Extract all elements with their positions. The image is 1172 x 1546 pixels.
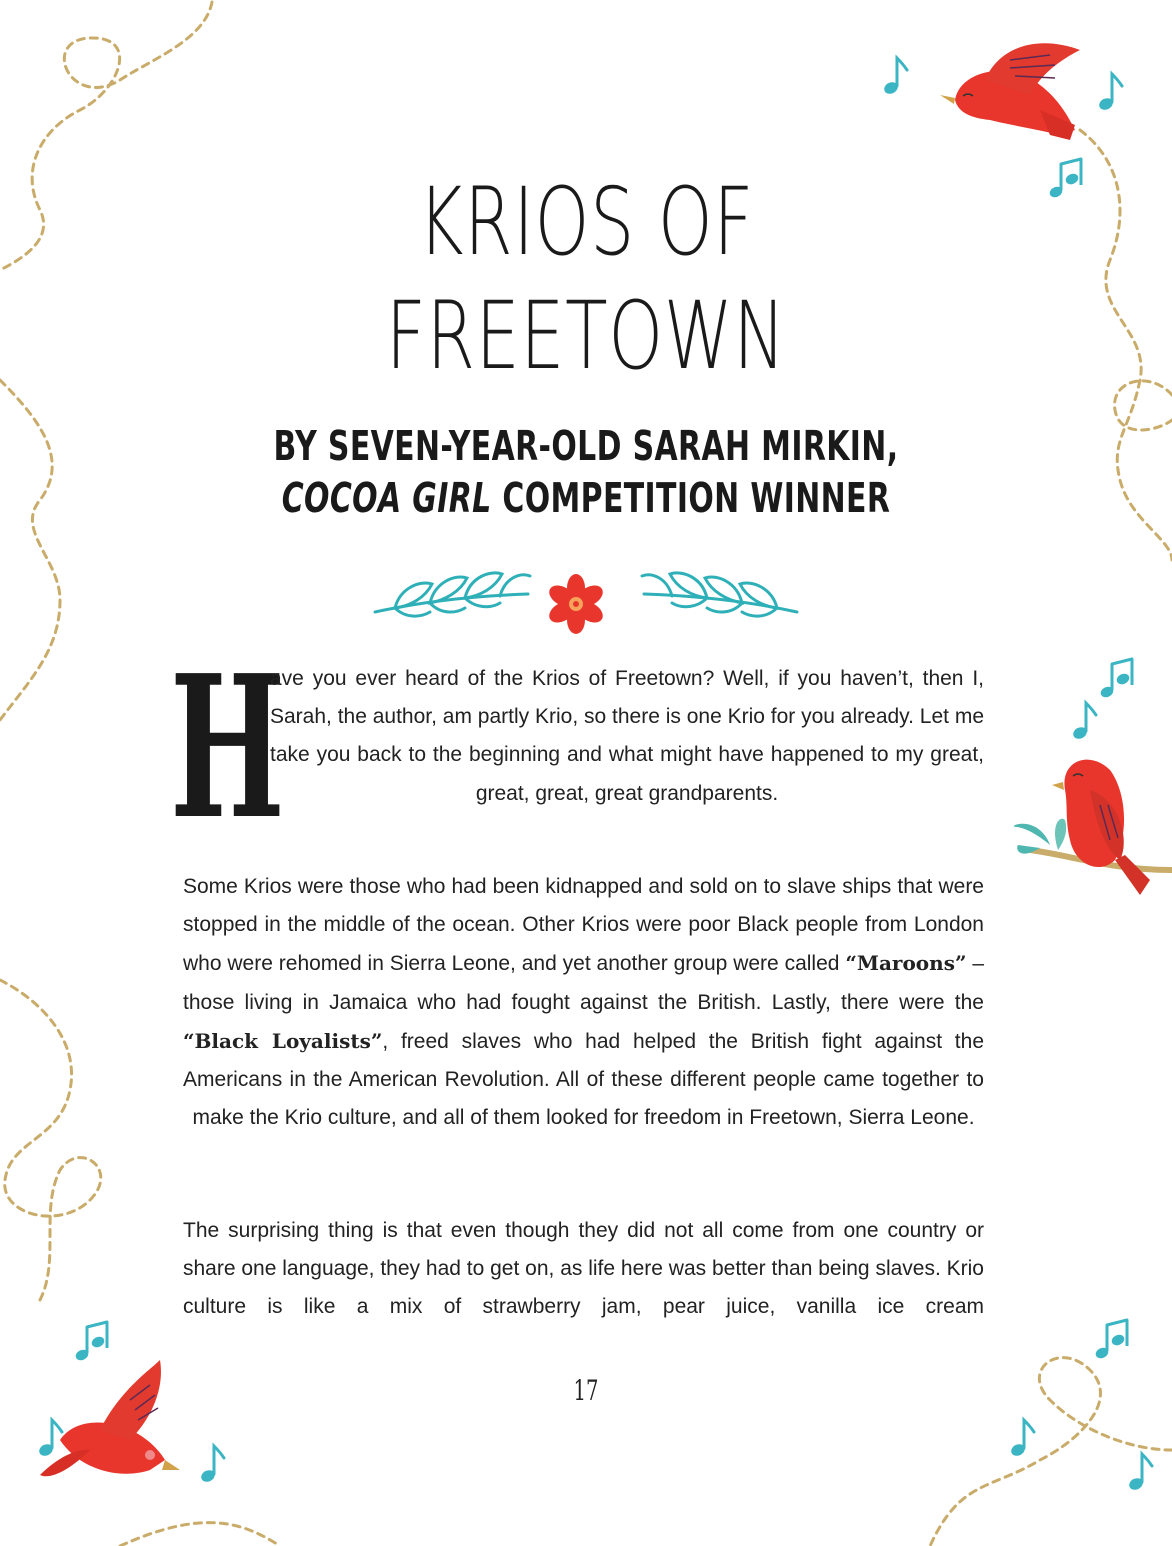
dashed-swirl-right-top [1080,130,1172,560]
paragraph-2-text: , freed slaves who had helped the British fight against the Americans in the American Revolution. All of these different people came together to make the Krio culture, and all of them looked for freedom in Freetown, Sierra Leone. [183,1029,984,1130]
music-note-icon [1094,1320,1127,1360]
music-note-icon [1048,159,1081,199]
page-title-line-1: KRIOS OF [417,168,755,277]
music-note-icon [1099,659,1132,699]
paragraph-2-text: Some Krios were those who had been kidnapped and sold on to slave ships that were stopped in the middle of the ocean. Other Krios were poor Black people from London who were rehomed in Sierra Leone, and yet another group were called [183,875,984,976]
flower-icon [546,574,607,634]
paragraph-1: ave you ever heard of the Krios of Freetown? Well, if you haven’t, then I, Sarah, the author, am partly Krio, so there is one Krio for you already. Let me take you back to the beginning and what might have happened to my great, great, great, great grandparents. [270,667,984,805]
dashed-swirl-left-lower [0,980,101,1300]
music-note-icon [1097,74,1122,112]
bird-icon-branch-right [1014,760,1172,895]
paragraph-3: The surprising thing is that even though they did not all come from one country or share one language, they had to get on, as life here was better than being slaves. Krio culture is like a mix of strawberry jam, pear juice, vanilla ice cream [183,1219,984,1319]
byline-competition: COMPETITION WINNER [491,474,891,522]
page-number: 17 [573,1374,599,1407]
music-note-icon [74,1322,107,1362]
music-note-icon [1071,703,1096,741]
dashed-swirl-bottom [120,1523,280,1546]
music-note-icon [882,58,907,96]
dashed-swirl-left-middle [0,380,60,720]
music-note-icon [37,1420,62,1458]
bird-icon-top-right [940,43,1080,140]
paragraph-2 [183,868,984,1137]
music-note-icon [1009,1420,1034,1458]
music-note-icon [199,1446,224,1484]
byline-line-2 [158,474,1014,522]
publication-name: COCOA GIRL [281,474,492,522]
term-black-loyalists: “Black Loyalists” [183,1028,383,1053]
paragraph-2-text: – those living in Jamaica who had fought against the British. Lastly, there were the [183,952,985,1014]
byline-line-1: BY SEVEN-YEAR-OLD SARAH MIRKIN, [273,422,899,470]
music-note-icon [1127,1454,1152,1492]
term-maroons: “Maroons” [845,951,967,976]
page-title-line-2: FREETOWN [385,282,787,391]
drop-cap-letter: H [170,633,285,863]
bird-icon-bottom-left [40,1360,180,1476]
dashed-swirl-right-loop [1115,381,1172,430]
